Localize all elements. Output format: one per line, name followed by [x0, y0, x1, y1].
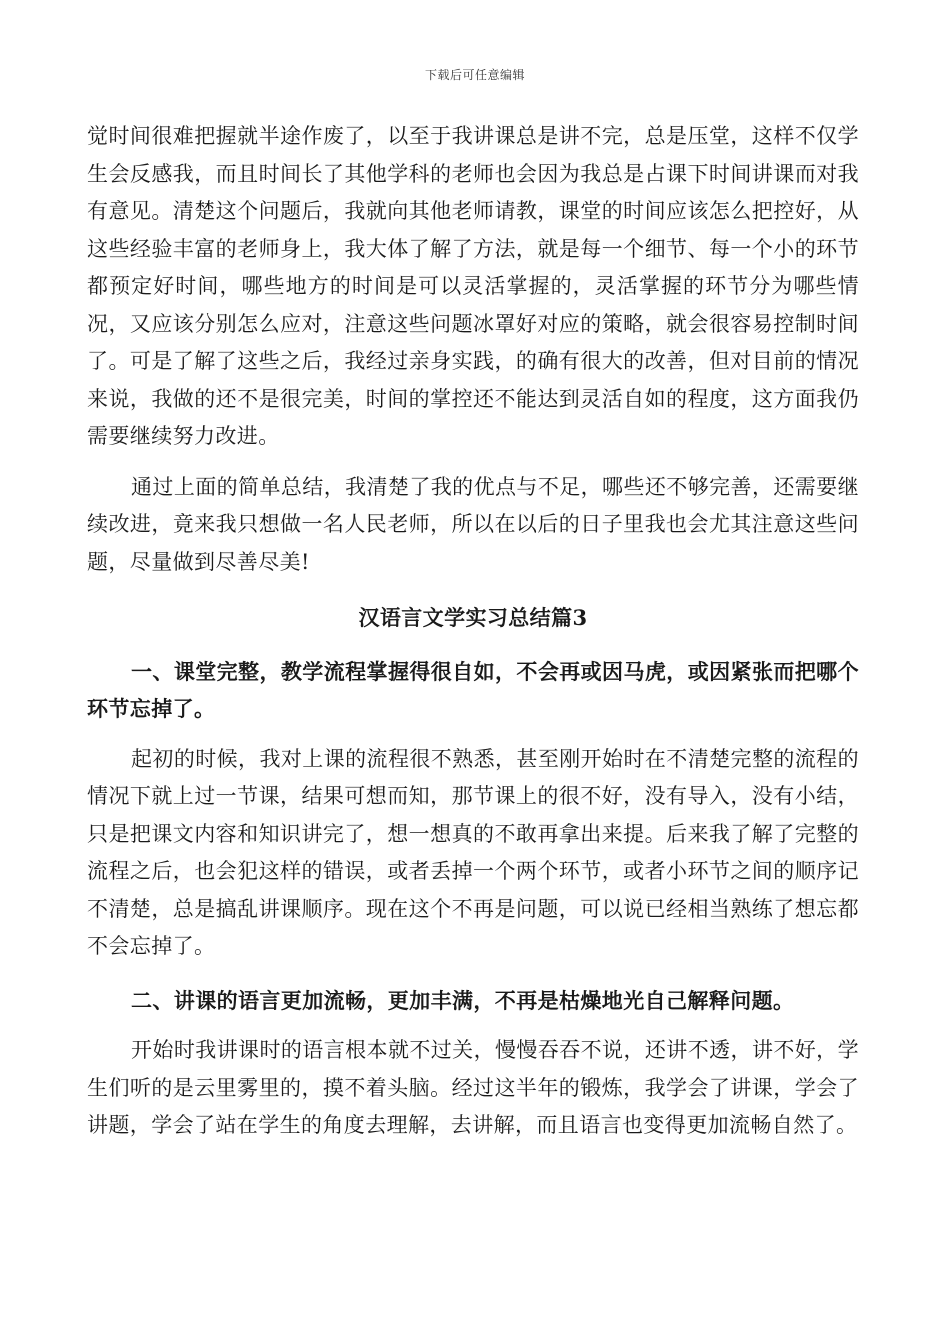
- paragraph-summary: 通过上面的简单总结，我清楚了我的优点与不足，哪些还不够完善，还需要继续改进，竟来我只想做一名人民老师，所以在以后的日子里我也会尤其注意这些问题，尽量做到尽善尽美!: [87, 474, 859, 574]
- paragraph-classroom-flow: 起初的时候，我对上课的流程很不熟悉，甚至刚开始时在不清楚完整的流程的情况下就上过一节课，结果可想而知，那节课上的很不好，没有导入，没有小结，只是把课文内容和知识讲完了，想一想真的不敢再拿出来提。后来我了解了完整的流程之后，也会犯这样的错误，或者丢掉一个两个环节，或者小环节之间的顺序记不清楚，总是搞乱讲课顺序。现在这个不再是问题，可以说已经相当熟练了想忘都不会忘掉了。: [87, 746, 859, 958]
- paragraph-language: 开始时我讲课时的语言根本就不过关，慢慢吞吞不说，还讲不透，讲不好，学生们听的是云里雾里的，摸不着头脑。经过这半年的锻炼，我学会了讲课，学会了讲题，学会了站在学生的角度去理解，去讲解，而且语言也变得更加流畅自然了。: [87, 1038, 859, 1137]
- document-body: [87, 118, 859, 1145]
- paragraph-continued: 觉时间很难把握就半途作废了，以至于我讲课总是讲不完，总是压堂，这样不仅学生会反感我，而且时间长了其他学科的老师也会因为我总是占课下时间讲课而对我有意见。清楚这个问题后，我就向其他老师请教，课堂的时间应该怎么把控好，从这些经验丰富的老师身上，我大体了解了方法，就是每一个细节、每一个小的环节都预定好时间，哪些地方的时间是可以灵活掌握的，灵活掌握的环节分为哪些情况，又应该分别怎么应对，注意这些问题冰罩好对应的策略，就会很容易控制时间了。可是了解了这些之后，我经过亲身实践，的确有很大的改善，但对目前的情况来说，我做的还不是很完美，时间的掌控还不能达到灵活自如的程度，这方面我仍需要继续努力改进。: [87, 124, 859, 448]
- section-title: 汉语言文学实习总结篇3: [358, 605, 588, 630]
- page-header-note: 下载后可任意编辑: [424, 68, 525, 82]
- heading-two: 二、讲课的语言更加流畅，更加丰满，不再是枯燥地光自己解释问题。: [131, 987, 795, 1013]
- heading-one: 一、课堂完整，教学流程掌握得很自如，不会再或因马虎，或因紧张而把哪个环节忘掉了。: [87, 658, 859, 721]
